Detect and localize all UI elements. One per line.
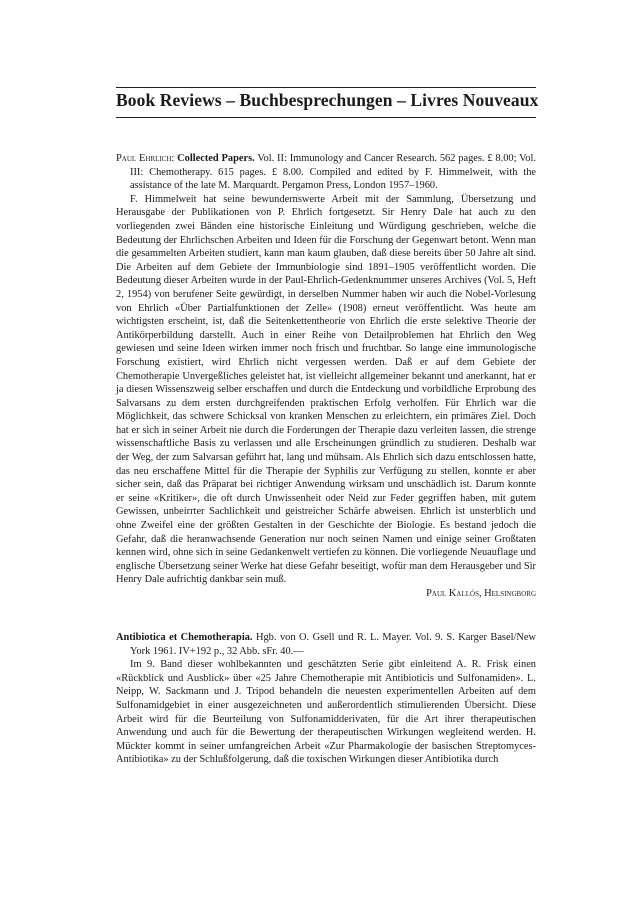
review-book-title: Antibiotica et Chemotherapia. [116,632,253,643]
review-ehrlich [116,152,536,601]
review-book-title: Collected Papers. [177,153,255,164]
review-body-text: Im 9. Band dieser wohlbekannten und geschätzten Serie gibt einleitend A. R. Frisk einen «Rückblick und Ausblick» über «25 Jahre Chemotherapie mit Antibioticis und Sulfonamiden». L. Neipp, W. Sackmann und J. Tripod behandeln die neuesten experimentellen Arbeiten auf dem Sulfonamidgebiet in einer ausgezeichneten und außerordentlich stimulierenden Übersicht. Diese Arbeit wird für die Beurteilung von Sulfonamidderivaten, für die Art ihrer therapeutischen Anwendung und auch für die Bewertung der therapeutischen Wirkungen wegleitend werden. H. Mückter kommt in seiner umfangreichen Arbeit «Zur Pharmakologie der basischen Streptomyces-Antibiotika» zu der Schlußfolgerung, daß die toxischen Wirkungen dieser Antibiotika durch [116,659,536,766]
review-book-details: Hgb. von O. Gsell und R. L. Mayer. Vol. 9. S. Karger Basel/New York 1961. IV+192 p., 32 Abb. sFr. 40.— [130,632,536,657]
review-citation [116,152,536,193]
review-body [116,193,536,601]
review-book-details: Vol. II: Immunology and Cancer Research. 562 pages. £ 8.00; Vol. III: Chemotherapy. 615 pages. £ 8.00. Compiled and edited by F. Himmelweit, with the assistance of the late M. Marquardt. Pergamon Press, London 1957–1960. [130,153,536,192]
review-author: Paul Ehrlich: [116,153,175,164]
review-signature: Paul Kallós, Helsingborg [426,588,536,599]
review-body-text: F. Himmelweit hat seine bewundernswerte Arbeit mit der Sammlung, Übersetzung und Herausgabe der Publikationen von P. Ehrlich fortgesetzt. Sir Henry Dale hat auch zu den vorliegenden zwei Bänden eine historische Einleitung und Würdigung geschrieben, welche die Bedeutung der Ehrlichschen Arbeiten und Ideen für die Forschung der Gegenwart betont. Wenn man die gesammelten Arbeiten studiert, kann man kaum glauben, daß diese bereits über 50 Jahre alt sind. Die Arbeiten auf dem Gebiete der Immunbiologie sind 1891–1905 veröffentlicht worden. Die Bedeutung dieser Arbeiten wurde in der Paul-Ehrlich-Gedenknummer unseres Archives (Vol. 5, Heft 2, 1954) von berufener Seite gewürdigt, in derselben Nummer haben wir auch die Nobel-Vorlesung von Ehrlich «Über Partialfunktionen der Zelle» (1908) erneut veröffentlicht. Was heute am wichtigsten erscheint, ist, daß die Seitenkettentheorie von Ehrlich die erste selektive Theorie der Antikörperbildung darstellt. Auch in einer Reihe von Detailproblemen hat Ehrlich den Weg gewiesen und seine Ideen wirken immer noch frisch und fruchtbar. So lange eine immunologische Forschung existiert, wird Ehrlich nicht vergessen werden. Daß er auf dem Gebiete der Chemotherapie Unvergeßliches geleistet hat, ist vielleicht allgemeiner bekannt und anerkannt, hat er ja diesen Wissenszweig selber erschaffen und durch die Entdeckung und vorbildliche Erprobung des Salvarsans zu dem ersten durchgreifenden praktischen Erfolg verholfen. Für Ehrlich war die Möglichkeit, das schwere Schicksal von kranken Menschen zu erleichtern, ein primäres Ziel. Doch hat er sich in seiner Arbeit nie durch die Forderungen der Therapie dazu verleiten lassen, die strenge wissenschaftliche Basis zu verlassen und alle Erscheinungen gründlich zu studieren. Deshalb war der Weg, der zum Salvarsan geführt hat, lang und mühsam. Als Ehrlich sich dazu entschlossen hatte, das neu erschaffene Mittel für die Therapie der Syphilis zur Verfügung zu stellen, konnte er aber sicher sein, daß das Präparat bei richtiger Anwendung wirksam und unschädlich ist. Darum konnte er seine «Kritiker», die oft durch Unwissenheit oder Neid zur Feder gegriffen haben, mit gutem Gewissen, unbeirrter Sachlichkeit und geistreicher Schärfe abweisen. Ehrlich ist unsterblich und ohne Zweifel eine der größten Gestalten in der Geschichte der Biologie. Es bestand jedoch die Gefahr, daß die heranwachsende Generation nur noch seinen Namen und einige seiner Großtaten kennen wird, ohne sich in seine Gedankenwelt vertiefen zu können. Die vorliegende Neuauflage und englische Übersetzung seiner Werke hat diese Gefahr beseitigt, wofür man dem Herausgeber und Sir Henry Dale aufrichtig dankbar sein muß. [116,193,536,586]
header-rule-top [116,87,536,88]
review-body [116,658,536,767]
review-antibiotica [116,631,536,767]
review-citation [116,631,536,658]
section-title: Book Reviews – Buchbesprechungen – Livres Nouveaux [116,90,539,110]
header-rule-bottom [116,117,536,118]
